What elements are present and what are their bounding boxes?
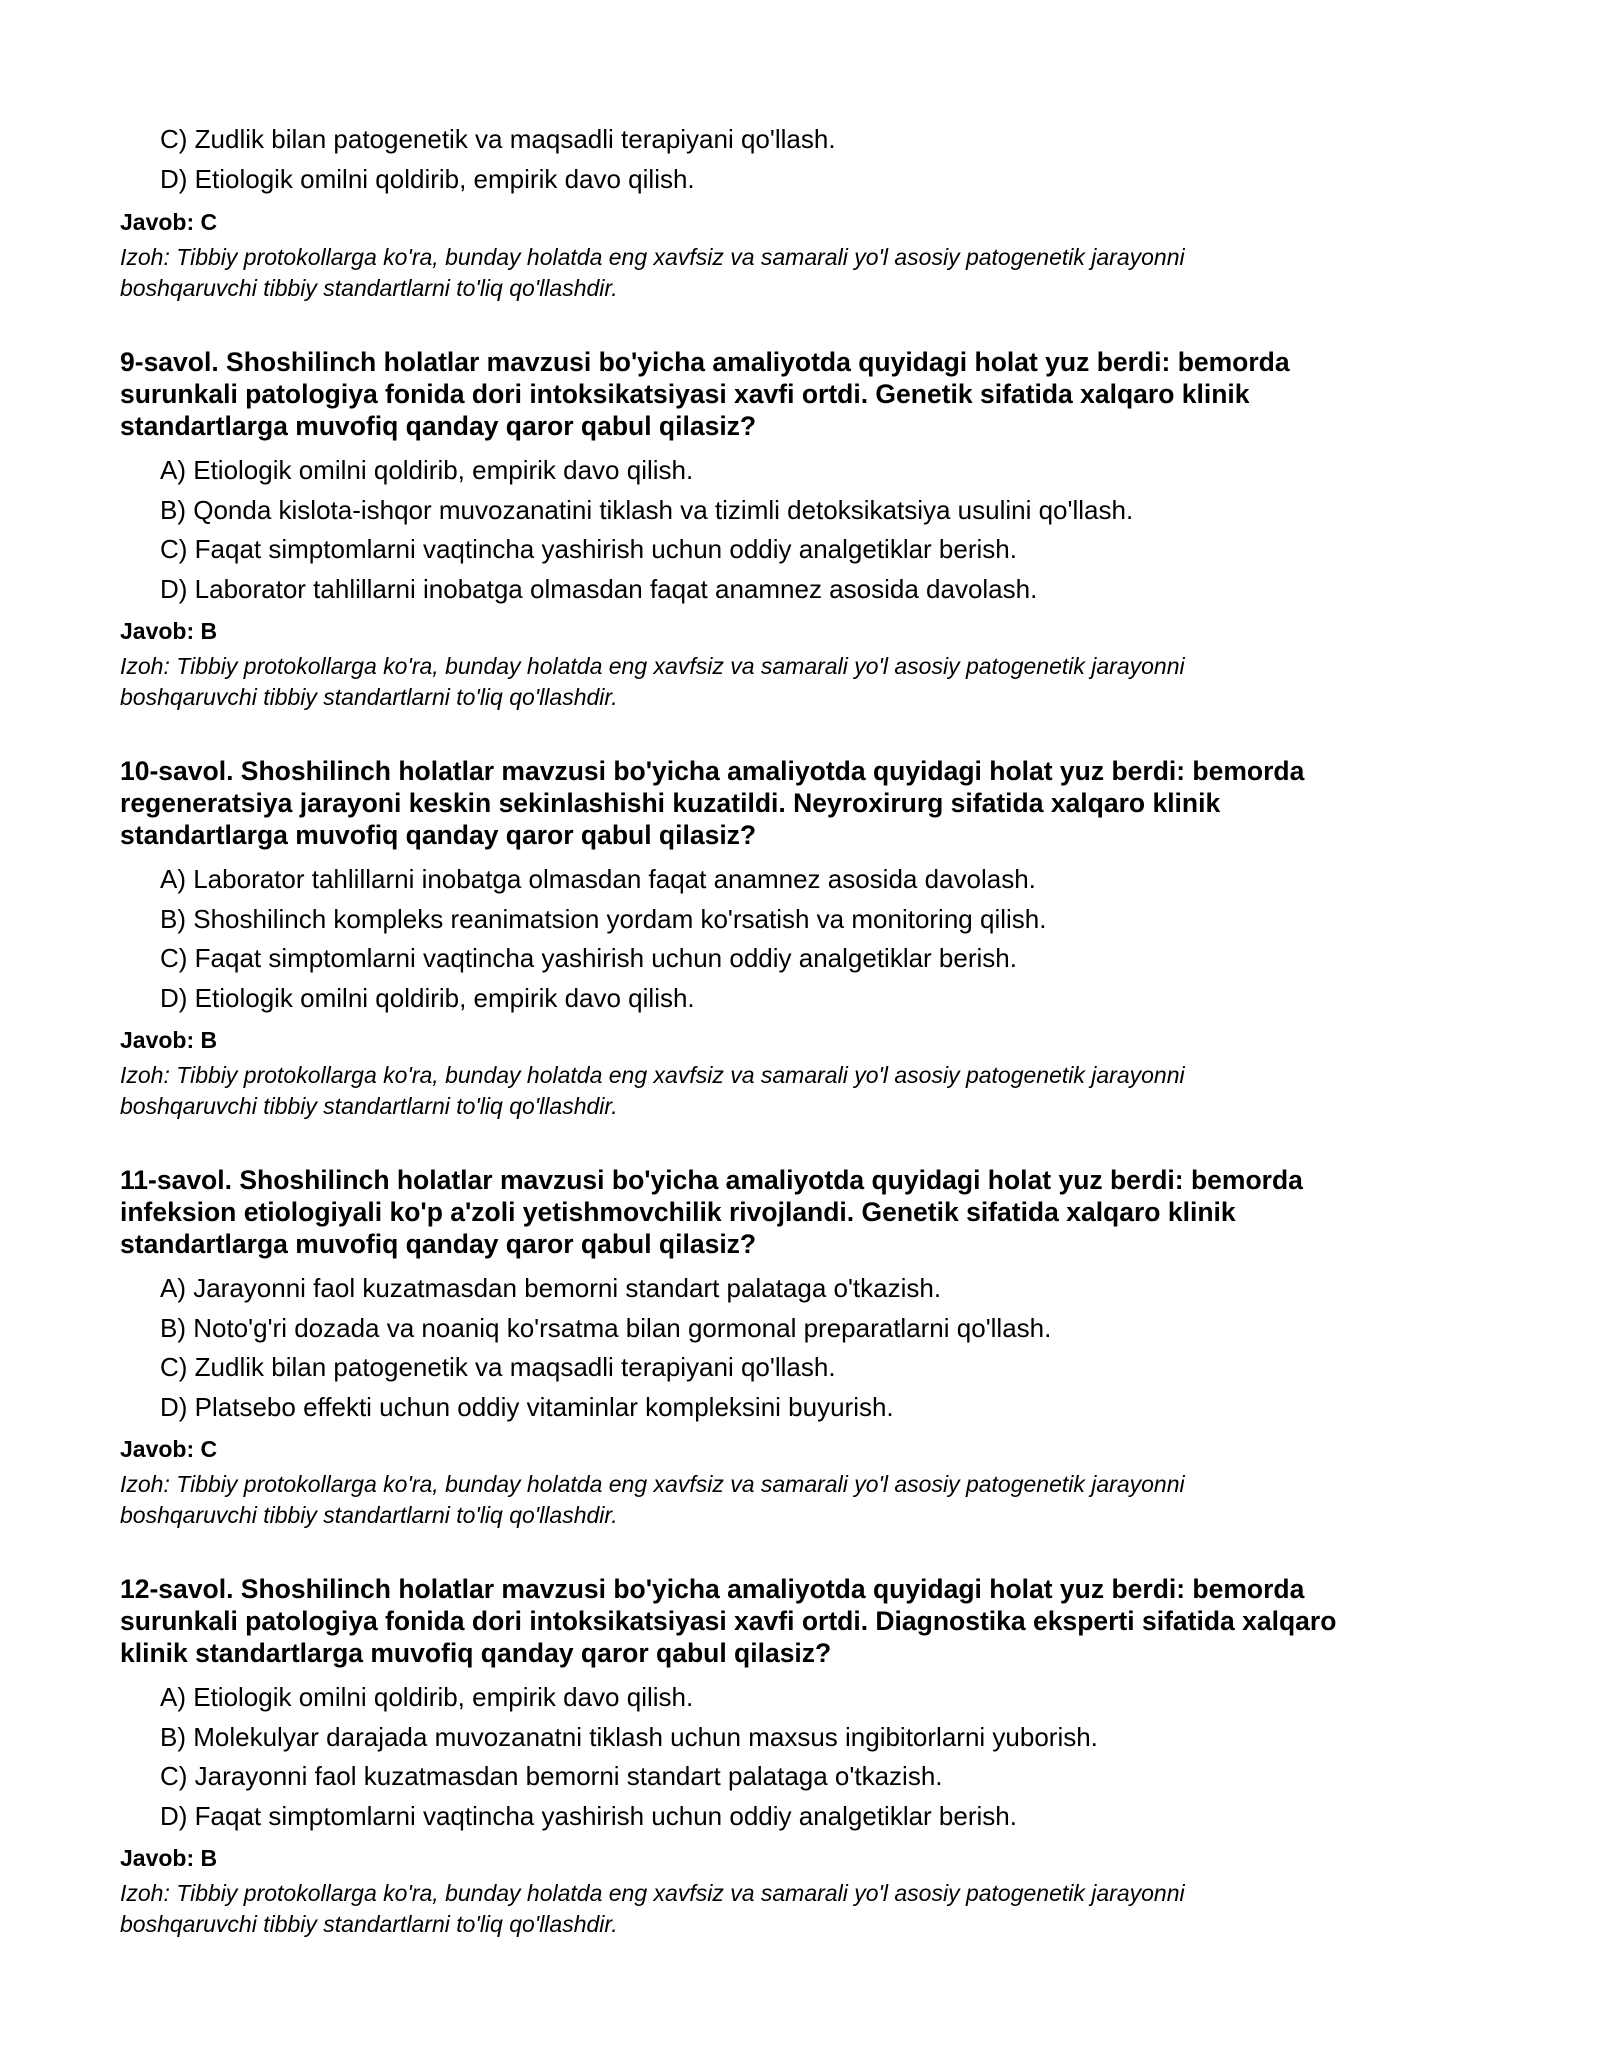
question-line: 12-savol. Shoshilinch holatlar mavzusi bo'yicha amaliyotda quyidagi holat yuz berdi: bemorda <box>120 1574 1305 1604</box>
note-line: boshqaruvchi tibbiy standartlarni to'liq qo'llashdir. <box>120 1093 618 1119</box>
option-b: B) Molekulyar darajada muvozanatni tiklash uchun maxsus ingibitorlarni yuborish. <box>160 1722 1098 1752</box>
answer-label: Javob: B <box>120 1845 218 1871</box>
option-c: C) Jarayonni faol kuzatmasdan bemorni standart palataga o'tkazish. <box>160 1761 943 1791</box>
note-line: Izoh: Tibbiy protokollarga ko'ra, bunday holatda eng xavfsiz va samarali yo'l asosiy patogenetik jarayonni <box>120 1471 1185 1497</box>
explanation-note <box>120 1878 1460 1940</box>
option-b: B) Qonda kislota-ishqor muvozanatini tiklash va tizimli detoksikatsiya usulini qo'llash. <box>160 495 1134 525</box>
option-b: B) Shoshilinch kompleks reanimatsion yordam ko'rsatish va monitoring qilish. <box>160 904 1047 934</box>
question-text <box>120 755 1480 851</box>
option-d: D) Laborator tahlillarni inobatga olmasdan faqat anamnez asosida davolash. <box>160 574 1038 604</box>
answer-label: Javob: B <box>120 1027 218 1053</box>
question-line: 9-savol. Shoshilinch holatlar mavzusi bo'yicha amaliyotda quyidagi holat yuz berdi: bemorda <box>120 347 1290 377</box>
question-text <box>120 346 1480 442</box>
answer-label: Javob: C <box>120 1436 218 1462</box>
answer-label: Javob: C <box>120 209 218 235</box>
option-c: C) Zudlik bilan patogenetik va maqsadli terapiyani qo'llash. <box>160 1352 836 1382</box>
option-a: A) Jarayonni faol kuzatmasdan bemorni standart palataga o'tkazish. <box>160 1273 942 1303</box>
question-line: standartlarga muvofiq qanday qaror qabul qilasiz? <box>120 820 757 850</box>
note-line: Izoh: Tibbiy protokollarga ko'ra, bunday holatda eng xavfsiz va samarali yo'l asosiy patogenetik jarayonni <box>120 244 1185 270</box>
question-line: regeneratsiya jarayoni keskin sekinlashishi kuzatildi. Neyroxirurg sifatida xalqaro klinik <box>120 788 1221 818</box>
option-b: B) Noto'g'ri dozada va noaniq ko'rsatma bilan gormonal preparatlarni qo'llash. <box>160 1313 1052 1343</box>
question-line: standartlarga muvofiq qanday qaror qabul qilasiz? <box>120 411 757 441</box>
option-d: D) Platsebo effekti uchun oddiy vitaminlar kompleksini buyurish. <box>160 1392 894 1422</box>
question-text <box>120 1164 1480 1260</box>
note-line: boshqaruvchi tibbiy standartlarni to'liq qo'llashdir. <box>120 684 618 710</box>
option-d: D) Etiologik omilni qoldirib, empirik davo qilish. <box>160 983 695 1013</box>
explanation-note <box>120 1469 1460 1531</box>
option-a: A) Etiologik omilni qoldirib, empirik davo qilish. <box>160 455 694 485</box>
option-c: C) Faqat simptomlarni vaqtincha yashirish uchun oddiy analgetiklar berish. <box>160 943 1017 973</box>
note-line: Izoh: Tibbiy protokollarga ko'ra, bunday holatda eng xavfsiz va samarali yo'l asosiy patogenetik jarayonni <box>120 1062 1185 1088</box>
explanation-note <box>120 651 1460 713</box>
note-line: Izoh: Tibbiy protokollarga ko'ra, bunday holatda eng xavfsiz va samarali yo'l asosiy patogenetik jarayonni <box>120 1880 1185 1906</box>
question-line: infeksion etiologiyali ko'p a'zoli yetishmovchilik rivojlandi. Genetik sifatida xalqaro klinik <box>120 1197 1236 1227</box>
explanation-note <box>120 242 1460 304</box>
answer-label: Javob: B <box>120 618 218 644</box>
note-line: boshqaruvchi tibbiy standartlarni to'liq qo'llashdir. <box>120 275 618 301</box>
note-line: boshqaruvchi tibbiy standartlarni to'liq qo'llashdir. <box>120 1911 618 1937</box>
option-a: A) Laborator tahlillarni inobatga olmasdan faqat anamnez asosida davolash. <box>160 864 1036 894</box>
question-line: surunkali patologiya fonida dori intoksikatsiyasi xavfi ortdi. Genetik sifatida xalqaro klinik <box>120 379 1250 409</box>
question-line: surunkali patologiya fonida dori intoksikatsiyasi xavfi ortdi. Diagnostika eksperti sifatida xalqaro <box>120 1606 1337 1636</box>
note-line: boshqaruvchi tibbiy standartlarni to'liq qo'llashdir. <box>120 1502 618 1528</box>
option-d: D) Faqat simptomlarni vaqtincha yashirish uchun oddiy analgetiklar berish. <box>160 1801 1017 1831</box>
explanation-note <box>120 1060 1460 1122</box>
question-line: klinik standartlarga muvofiq qanday qaror qabul qilasiz? <box>120 1638 832 1668</box>
option-c: C) Zudlik bilan patogenetik va maqsadli terapiyani qo'llash. <box>160 124 836 154</box>
option-a: A) Etiologik omilni qoldirib, empirik davo qilish. <box>160 1682 694 1712</box>
question-text <box>120 1573 1480 1669</box>
note-line: Izoh: Tibbiy protokollarga ko'ra, bunday holatda eng xavfsiz va samarali yo'l asosiy patogenetik jarayonni <box>120 653 1185 679</box>
option-d: D) Etiologik omilni qoldirib, empirik davo qilish. <box>160 164 695 194</box>
question-line: 11-savol. Shoshilinch holatlar mavzusi bo'yicha amaliyotda quyidagi holat yuz berdi: bemorda <box>120 1165 1303 1195</box>
question-line: 10-savol. Shoshilinch holatlar mavzusi bo'yicha amaliyotda quyidagi holat yuz berdi: bemorda <box>120 756 1305 786</box>
option-c: C) Faqat simptomlarni vaqtincha yashirish uchun oddiy analgetiklar berish. <box>160 534 1017 564</box>
question-line: standartlarga muvofiq qanday qaror qabul qilasiz? <box>120 1229 757 1259</box>
